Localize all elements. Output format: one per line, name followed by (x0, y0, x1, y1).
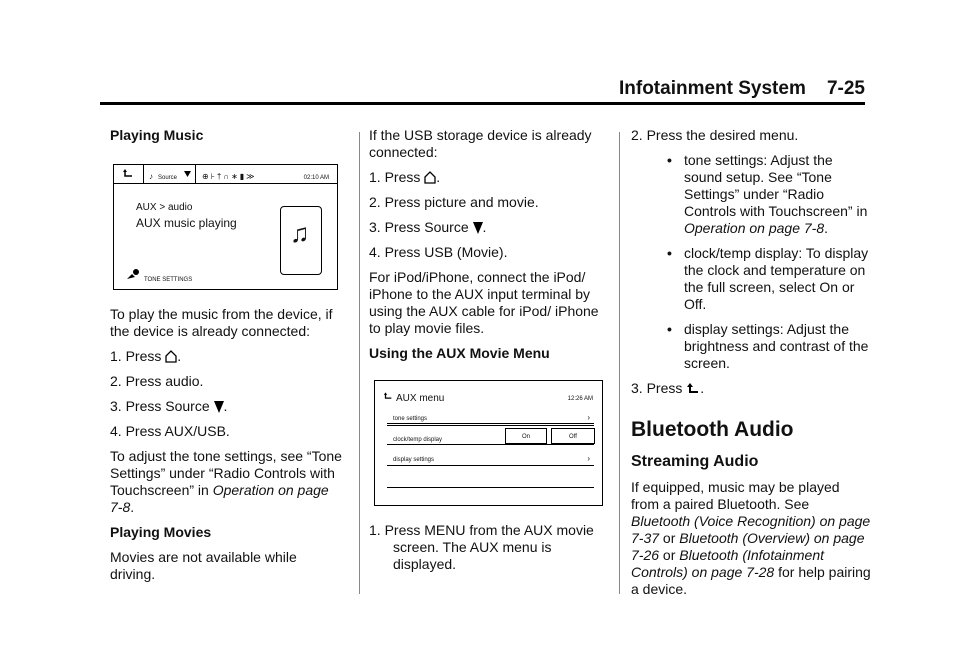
tone-settings-label: TONE SETTINGS (144, 277, 193, 283)
step-1: 1. Press . (110, 348, 182, 364)
aux-audio-screen-illustration (113, 164, 338, 290)
paragraph: For iPod/iPhone, connect the iPod/ iPhone to the AUX input terminal by using the AUX cable for iPod/ iPhone to play movie files. (369, 269, 599, 336)
bullet-item: • tone settings: Adjust the sound setup. See “Tone Settings” under “Radio Controls with Touchscreen” in Operation on page 7-8. (667, 152, 868, 236)
chevron-right-icon: › (587, 454, 590, 463)
section-title: Bluetooth Audio (631, 418, 794, 441)
chevron-right-icon: › (587, 413, 590, 422)
on-button: On (505, 428, 547, 444)
status-icons: ⊕⊦†∩∗▮≫ (202, 172, 257, 181)
cross-reference: Bluetooth (Infotainment Controls) on page 7-28 (631, 547, 825, 580)
paragraph: If the USB storage device is already connected: (369, 127, 592, 160)
step-3: 3. Press . (631, 380, 705, 396)
section-heading: Playing Movies (110, 524, 212, 540)
menu-row-label: tone settings (393, 416, 428, 422)
screen-time: 12:26 AM (567, 396, 593, 402)
paragraph (631, 479, 871, 598)
step-2: 2. Press picture and movie. (369, 194, 539, 210)
triangle-down-icon (214, 401, 224, 413)
home-icon (165, 350, 177, 363)
section-heading: Playing Music (110, 127, 204, 143)
home-icon (424, 171, 436, 184)
menu-row-label: display settings (393, 457, 435, 463)
bullet-item (631, 245, 871, 313)
menu-row-label: clock/temp display (393, 437, 443, 443)
paragraph: To adjust the tone settings, see “Tone Settings” under “Radio Controls with Touchscreen” in Operation on page 7-8. (110, 448, 342, 515)
column-3 (631, 127, 871, 606)
aux-status-text: AUX music playing (136, 216, 237, 230)
text: tone settings: Adjust the sound setup. See “Tone Settings” under “Radio Controls with Touchscreen” in (684, 152, 868, 219)
paragraph: To play the music from the device, if the device is already connected: (110, 306, 333, 339)
step-3: 3. Press Source . (369, 219, 487, 235)
text: for help pairing a device. (631, 564, 871, 597)
album-art-placeholder (280, 206, 322, 275)
step-text: 3. Press Source (369, 219, 469, 235)
triangle-down-icon (184, 171, 191, 177)
back-icon (686, 383, 700, 395)
subsection-title: Streaming Audio (631, 453, 759, 470)
page-title: Infotainment System 7-25 (618, 78, 865, 99)
back-icon (383, 392, 393, 401)
cross-reference: Operation on page 7-8 (110, 482, 329, 515)
step-2: 2. Press audio. (110, 373, 204, 389)
section-heading: Using the AUX Movie Menu (369, 345, 550, 361)
step-text: 1. Press (369, 169, 421, 185)
cross-reference: Bluetooth (Overview) on page 7-26 (631, 530, 865, 563)
screen-status-bar (114, 165, 337, 184)
menu-separator (387, 487, 594, 488)
triangle-down-icon (473, 222, 483, 234)
column-2 (369, 127, 607, 581)
music-note-icon: ♪ (149, 172, 153, 181)
aux-breadcrumb: AUX > audio (136, 202, 193, 213)
step-2: 2. Press the desired menu. (631, 127, 799, 143)
menu-row-display (387, 447, 594, 466)
cross-reference: Operation on page 7-8 (684, 220, 825, 236)
back-icon (122, 169, 134, 179)
menu-row-tone (387, 405, 594, 424)
text: or (662, 547, 676, 563)
column-divider-1 (359, 132, 360, 594)
step-1: 1. Press . (369, 169, 441, 185)
source-segment (144, 165, 196, 183)
paragraph: Movies are not available while driving. (110, 549, 297, 582)
column-divider-2 (619, 132, 620, 594)
step-3: 3. Press Source . (110, 398, 228, 414)
step-4: 4. Press USB (Movie). (369, 244, 508, 260)
step-1: 1. Press MENU from the AUX movie screen. The AUX menu is displayed. (369, 522, 594, 572)
page-header (100, 78, 865, 100)
step-text: 3. Press Source (110, 398, 210, 414)
cross-reference: Bluetooth (Voice Recognition) on page 7-37 (631, 513, 871, 546)
text: If equipped, music may be played from a paired Bluetooth. See (631, 479, 840, 512)
screen-time: 02:10 AM (303, 175, 329, 181)
bullet-item (631, 321, 871, 372)
off-button: Off (551, 428, 595, 444)
text: display settings: Adjust the brightness and contrast of the screen. (684, 321, 869, 371)
bullet-icon: • (667, 245, 672, 261)
aux-menu-screen-illustration (374, 380, 603, 506)
back-segment (114, 165, 144, 183)
tone-settings-icon (126, 268, 140, 280)
step-4: 4. Press AUX/USB. (110, 423, 230, 439)
source-label: Source (158, 175, 178, 181)
bullet-icon: • (667, 152, 672, 168)
menu-title: AUX menu (396, 393, 445, 404)
step-text: 3. Press (631, 380, 683, 396)
text: or (662, 530, 676, 546)
header-rule (100, 102, 865, 105)
column-1 (110, 127, 342, 591)
step-text: 1. Press (110, 348, 162, 364)
bullet-icon: • (667, 321, 672, 337)
music-note-icon: ♫ (290, 218, 310, 248)
text: To adjust the tone settings, see “Tone Settings” under “Radio Controls with Touchscreen” in (110, 448, 342, 498)
menu-row-clock (387, 425, 594, 445)
text: clock/temp display: To display the clock and temperature on the full screen, select On or Off. (684, 245, 869, 312)
